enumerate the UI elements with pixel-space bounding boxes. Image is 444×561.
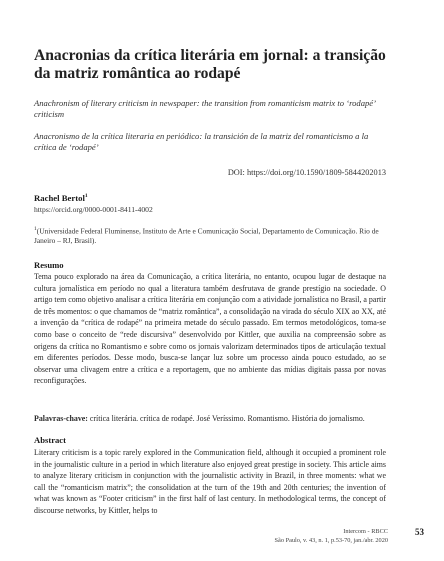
affiliation-text: (Universidade Federal Fluminense, Instituto de Arte e Comunicação Social, Departamento de Comunicação. Rio de Janeiro – RJ, Brasil). <box>34 226 379 246</box>
keywords <box>34 413 386 425</box>
author-marker: 1 <box>84 193 88 200</box>
journal-footer <box>275 527 388 545</box>
keywords-text: crítica literária. crítica de rodapé. José Veríssimo. Romantismo. História do jornalismo. <box>89 414 365 423</box>
subtitle-english: Anachronism of literary criticism in newspaper: the transition from romanticism matrix to ‘rodapé’ criticism <box>34 98 376 119</box>
abstract-text: Literary criticism is a topic rarely explored in the Communication field, although it occupied a prominent role in the journalistic culture in a period in which literature also enjoyed great prestige in society. This article aims to analyze literary criticism in conjunction with the journalistic activity in Brazil, in three moments: what we call the “romanticism matrix”; the consolidation at the turn of the 19th and 20th centuries; the invention of what was known as “Footer criticism” in the first half of last century. In methodological terms, the concept of discourse networks, by Kittler, helps to <box>34 448 386 515</box>
subtitle-spanish: Anacronismo de la crítica literaria en periódico: la transición de la matriz del romanticismo a la crítica de ‘rodapé’ <box>34 131 369 152</box>
resumo-heading: Resumo <box>34 260 64 270</box>
resumo-text: Tema pouco explorado na área da Comunicação, a crítica literária, no entanto, ocupou lugar de destaque na cultura jornalística em período no qual a literatura também desfrutava de grande prestígio na sociedade. O artigo tem como objetivo analisar a crítica literária em conjunção com a atividade jornalística no Brasil, a partir de três momentos: o que chamamos de “matriz romântica”, a consolidação na virada do século XIX ao XX, até a invenção da “crítica de rodapé” na primeira metade do século passado. Em termos metodológicos, toma-se como base o conceito de “rede discursiva” desenvolvido por Kittler, que auxilia na compreensão sobre as origens da crítica no Romantismo e sobre como os jornais valorizam determinados tipos de articulação textual em diferentes períodos. Desse modo, busca-se lançar luz sobre um processo ainda pouco estudado, ao se observar uma clivagem entre a crítica e a reportagem, que no ambiente das mídias digitais passa por novas reconfigurações. <box>34 272 386 386</box>
journal-citation: São Paulo, v. 43, n. 1, p.53-70, jan./abr. 2020 <box>274 537 388 544</box>
author-name <box>34 193 88 203</box>
orcid-link[interactable]: https://orcid.org/0000-0001-8411-4002 <box>34 205 153 214</box>
journal-name: Intercom - RBCC <box>343 528 388 535</box>
affiliation-marker: 1 <box>34 226 37 232</box>
keywords-label: Palavras-chave: <box>34 414 88 423</box>
article-title: Anacronias da crítica literária em jornal: a transição da matriz romântica ao rodapé <box>34 47 386 82</box>
doi-link[interactable]: DOI: https://doi.org/10.1590/1809-5844202013 <box>227 168 386 177</box>
abstract-heading: Abstract <box>34 435 66 445</box>
author-affiliation <box>34 224 386 246</box>
author-name-text: Rachel Bertol <box>34 193 85 203</box>
page-number: 53 <box>415 527 424 537</box>
